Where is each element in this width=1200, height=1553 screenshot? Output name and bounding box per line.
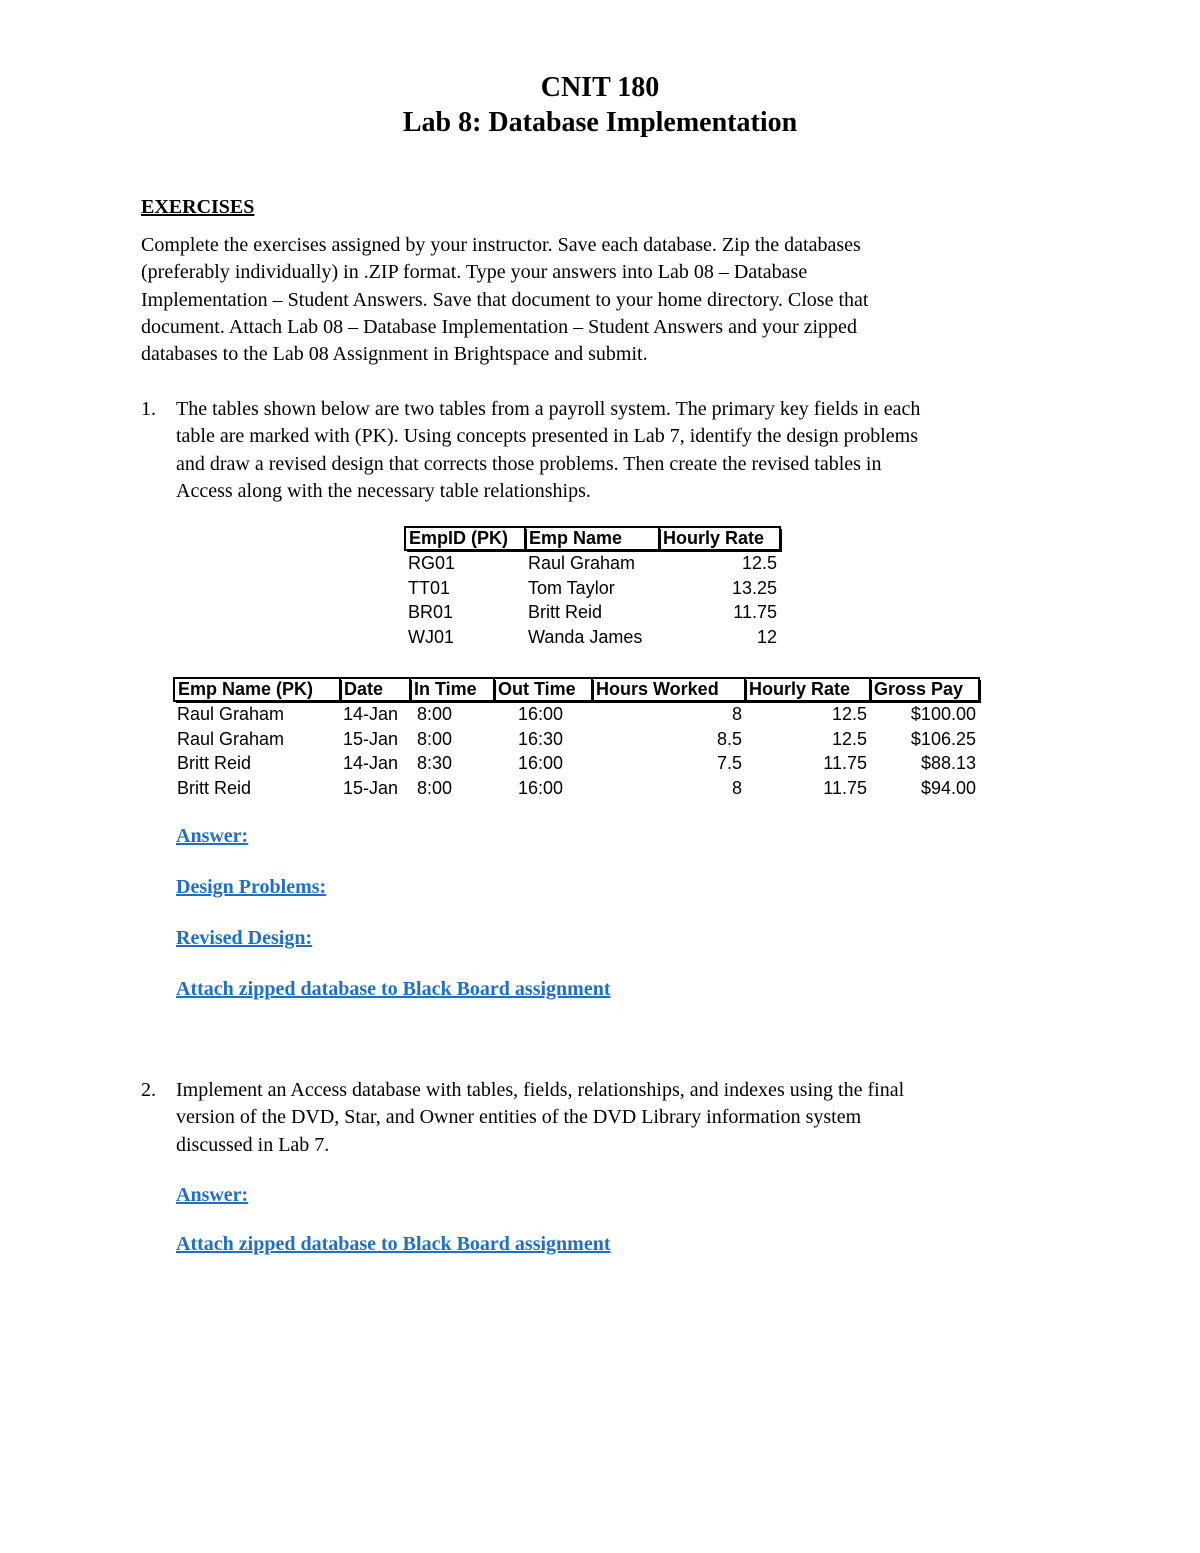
table-cell: 11.75 xyxy=(733,602,777,622)
q1-answer-label[interactable]: Answer: xyxy=(176,825,249,847)
q2-line: discussed in Lab 7. xyxy=(176,1133,330,1156)
revised-design-label[interactable]: Revised Design: xyxy=(176,927,313,949)
table-row xyxy=(405,576,780,601)
table-cell: Wanda James xyxy=(528,626,643,647)
table-cell: 8:00 xyxy=(417,704,453,724)
q2-line: version of the DVD, Star, and Owner entities of the DVD Library information system xyxy=(176,1106,862,1129)
table-cell: 8.5 xyxy=(716,728,742,749)
table-cell: 14-Jan xyxy=(343,753,399,773)
table-cell: Raul Graham xyxy=(528,553,636,573)
table-cell: 16:00 xyxy=(518,777,564,798)
table-cell: 8:00 xyxy=(417,728,453,749)
intro-line: (preferably individually) in .ZIP format. Type your answers into Lab 08 – Database xyxy=(141,261,808,284)
q1-attach-link[interactable]: Attach zipped database to Black Board assignment xyxy=(176,978,611,1000)
table-cell: $88.13 xyxy=(920,753,976,773)
table-cell: $106.25 xyxy=(910,728,976,749)
table-row xyxy=(174,727,979,752)
column-header: Date xyxy=(340,678,410,701)
table-cell: 16:00 xyxy=(518,704,564,724)
design-problems-label[interactable]: Design Problems: xyxy=(176,876,327,898)
table-cell: 14-Jan xyxy=(343,704,399,724)
table-row xyxy=(405,600,780,625)
column-header: Hourly Rate xyxy=(659,527,780,550)
q1-text xyxy=(176,396,920,505)
table-cell: TT01 xyxy=(408,577,451,598)
table-cell: 16:30 xyxy=(518,728,564,749)
column-header: Hours Worked xyxy=(592,678,745,701)
table-cell: 12.5 xyxy=(741,553,777,573)
q1-number: 1. xyxy=(141,398,156,420)
employee-table xyxy=(404,526,781,649)
q1-line: and draw a revised design that corrects those problems. Then create the revised tables in xyxy=(176,452,882,475)
table-cell: Britt Reid xyxy=(528,602,603,622)
table-cell: RG01 xyxy=(408,553,456,573)
intro-line: databases to the Lab 08 Assignment in Brightspace and submit. xyxy=(141,343,648,366)
table-cell: WJ01 xyxy=(408,626,455,647)
intro-paragraph xyxy=(141,232,868,368)
q2-number: 2. xyxy=(141,1079,156,1101)
table-row xyxy=(174,776,979,801)
table-cell: 8:00 xyxy=(417,777,453,798)
q1-line: The tables shown below are two tables from a payroll system. The primary key fields in each xyxy=(176,398,921,420)
q2-line: Implement an Access database with tables, fields, relationships, and indexes using the final xyxy=(176,1079,905,1101)
table-cell: 12.5 xyxy=(831,728,867,749)
table-cell: Raul Graham xyxy=(177,728,285,749)
column-header: Hourly Rate xyxy=(745,678,870,701)
table-cell: 15-Jan xyxy=(343,777,399,798)
column-header: In Time xyxy=(410,678,494,701)
table-cell: 8:30 xyxy=(417,753,453,773)
table-cell: Raul Graham xyxy=(177,704,285,724)
course-title: CNIT 180 xyxy=(540,72,660,103)
q1-line: Access along with the necessary table relationships. xyxy=(176,479,591,502)
table-cell: 11.75 xyxy=(823,777,867,798)
lab-title: Lab 8: Database Implementation xyxy=(402,107,798,138)
q2-text xyxy=(176,1077,904,1159)
timesheet-table-header xyxy=(174,678,979,701)
table-row xyxy=(174,701,979,727)
column-header: Emp Name xyxy=(525,527,659,550)
q1-line: table are marked with (PK). Using concepts presented in Lab 7, identify the design problems xyxy=(176,425,919,448)
table-cell: Britt Reid xyxy=(177,777,252,798)
table-row xyxy=(174,751,979,776)
employee-table-header xyxy=(405,527,780,550)
timesheet-table xyxy=(173,677,980,800)
table-cell: Britt Reid xyxy=(177,753,252,773)
table-cell: 13.25 xyxy=(731,577,777,598)
table-cell: $100.00 xyxy=(910,704,976,724)
table-cell: 15-Jan xyxy=(343,728,399,749)
table-cell: 8 xyxy=(731,777,742,798)
table-cell: Tom Taylor xyxy=(528,577,615,598)
column-header: Emp Name (PK) xyxy=(174,678,340,701)
q2-attach-link[interactable]: Attach zipped database to Black Board assignment xyxy=(176,1233,611,1255)
column-header: Gross Pay xyxy=(870,678,979,701)
q2-answer-label[interactable]: Answer: xyxy=(176,1184,249,1206)
table-cell: 12 xyxy=(756,626,777,647)
table-cell: 12.5 xyxy=(831,704,867,724)
table-cell: 11.75 xyxy=(823,753,867,773)
exercises-heading: EXERCISES xyxy=(141,196,255,218)
intro-line: Implementation – Student Answers. Save that document to your home directory. Close that xyxy=(141,288,869,311)
table-row xyxy=(405,625,780,650)
table-cell: 16:00 xyxy=(518,753,564,773)
column-header: EmpID (PK) xyxy=(405,527,525,550)
table-cell: $94.00 xyxy=(920,777,976,798)
intro-line: document. Attach Lab 08 – Database Implementation – Student Answers and your zipped xyxy=(141,315,857,338)
table-row xyxy=(405,550,780,576)
table-cell: 7.5 xyxy=(716,753,742,773)
column-header: Out Time xyxy=(494,678,592,701)
intro-line: Complete the exercises assigned by your instructor. Save each database. Zip the databases xyxy=(141,234,861,256)
table-cell: 8 xyxy=(731,704,742,724)
table-cell: BR01 xyxy=(408,602,454,622)
